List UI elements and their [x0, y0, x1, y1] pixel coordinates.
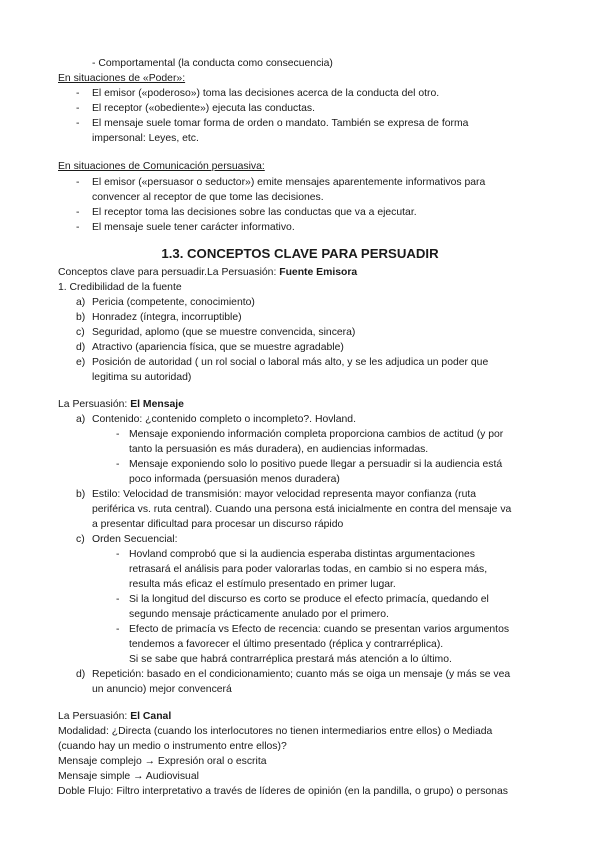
fuente-item: Seguridad, aplomo (que se muestre convencida, sincera): [92, 327, 356, 338]
canal-intro-text: La Persuasión:: [58, 711, 131, 722]
poder-item: El receptor («obediente») ejecuta las conductas.: [92, 103, 315, 114]
fuente-intro-text: Conceptos clave para persuadir.La Persuasión:: [58, 267, 280, 278]
mensaje-sub: poco informada (persuasión menos duradera): [129, 474, 340, 485]
mensaje-sub: Mensaje exponiendo información completa proporciona cambios de actitud (y por: [129, 429, 504, 440]
fuente-item: Posición de autoridad ( un rol social o laboral más alto, y se les adjudica un poder que: [92, 357, 489, 368]
bullet-dash: -: [76, 118, 80, 129]
list-marker: d): [76, 669, 86, 680]
mensaje-item-a: Contenido: ¿contenido completo o incompleto?. Hovland.: [92, 414, 356, 425]
canal-line: (cuando hay un medio o instrumento entre ellos)?: [58, 741, 287, 752]
list-marker: b): [76, 312, 86, 323]
list-marker: c): [76, 534, 85, 545]
list-marker: a): [76, 414, 86, 425]
fuente-sub: 1. Credibilidad de la fuente: [58, 282, 182, 293]
bullet-dash: -: [116, 459, 120, 470]
poder-heading: En situaciones de «Poder»:: [58, 73, 186, 84]
mensaje-sub: tendemos a favorecer el último presentado (réplica y contrarréplica).: [129, 639, 444, 650]
canal-line: Mensaje simple → Audiovisual: [58, 771, 199, 782]
poder-item: El mensaje suele tomar forma de orden o mandato. También se expresa de forma: [92, 118, 469, 129]
fuente-item-cont: legitima su autoridad): [92, 372, 192, 383]
bullet-dash: -: [76, 177, 80, 188]
mensaje-sub: segundo mensaje prácticamente anulado por el primero.: [129, 609, 389, 620]
canal-line: Doble Flujo: Filtro interpretativo a través de líderes de opinión (en la pandilla, o grupo) o personas: [58, 786, 508, 797]
mensaje-sub: Si se sabe que habrá contrarréplica prestará más atención a lo último.: [129, 654, 452, 665]
mensaje-sub: resulta más eficaz el estímulo presentado en primer lugar.: [129, 579, 396, 590]
mensaje-sub: Mensaje exponiendo solo lo positivo puede llegar a persuadir si la audiencia está: [129, 459, 503, 470]
mensaje-item-d: Repetición: basado en el condicionamiento; cuanto más se oiga un mensaje (y más se vea: [92, 669, 511, 680]
canal-intro-bold: El Canal: [130, 711, 172, 722]
poder-item-cont: impersonal: Leyes, etc.: [92, 133, 199, 144]
persuasiva-item: El receptor toma las decisiones sobre las conductas que va a ejecutar.: [92, 207, 417, 218]
bullet-dash: -: [116, 429, 120, 440]
section-title: 1.3. CONCEPTOS CLAVE PARA PERSUADIR: [161, 246, 439, 261]
fuente-intro: [58, 266, 357, 279]
mensaje-item-b: periférica vs. ruta central). Cuando una persona está inicialmente en contra del mensaje va: [92, 504, 512, 515]
bullet-dash: -: [76, 222, 80, 233]
mensaje-item-c: Orden Secuencial:: [92, 534, 178, 545]
mensaje-sub: retrasará el análisis para poder valorarlas todas, en cambio si no espera más,: [129, 564, 488, 575]
persuasiva-item: El mensaje suele tener carácter informativo.: [92, 222, 295, 233]
bullet-dash: -: [76, 207, 80, 218]
mensaje-intro-text: La Persuasión:: [58, 399, 131, 410]
list-marker: b): [76, 489, 86, 500]
mensaje-sub: Si la longitud del discurso es corto se produce el efecto primacía, quedando el: [129, 594, 489, 605]
persuasiva-item-cont: convencer al receptor de que tome las decisiones.: [92, 192, 324, 203]
canal-intro: [58, 710, 171, 723]
bullet-dash: -: [76, 103, 80, 114]
persuasiva-item: El emisor («persuasor o seductor») emite mensajes aparentemente informativos para: [92, 177, 486, 188]
fuente-item: Pericia (competente, conocimiento): [92, 297, 255, 308]
bullet-dash: -: [116, 594, 120, 605]
poder-item: El emisor («poderoso») toma las decisiones acerca de la conducta del otro.: [92, 88, 440, 99]
fuente-item: Atractivo (apariencia física, que se muestre agradable): [92, 342, 344, 353]
bullet-dash: -: [76, 88, 80, 99]
fuente-item: Honradez (íntegra, incorruptible): [92, 312, 242, 323]
canal-line: Mensaje complejo → Expresión oral o escrita: [58, 756, 267, 767]
list-marker: c): [76, 327, 85, 338]
text-line: - Comportamental (la conducta como consecuencia): [92, 58, 333, 69]
mensaje-sub: Hovland comprobó que si la audiencia esperaba distintas argumentaciones: [129, 549, 475, 560]
fuente-intro-bold: Fuente Emisora: [279, 267, 358, 278]
persuasiva-heading: En situaciones de Comunicación persuasiva:: [58, 161, 265, 172]
list-marker: d): [76, 342, 86, 353]
bullet-dash: -: [116, 549, 120, 560]
canal-line: Modalidad: ¿Directa (cuando los interlocutores no tienen intermediarios entre ellos) o Mediada: [58, 726, 493, 737]
bullet-dash: -: [116, 624, 120, 635]
mensaje-sub: Efecto de primacía vs Efecto de recencia: cuando se presentan varios argumentos: [129, 624, 510, 635]
list-marker: a): [76, 297, 86, 308]
mensaje-item-b: Estilo: Velocidad de transmisión: mayor velocidad representa mayor confianza (ruta: [92, 489, 477, 500]
list-marker: e): [76, 357, 86, 368]
mensaje-item-d: un anuncio) mejor convencerá: [92, 684, 232, 695]
mensaje-intro-bold: El Mensaje: [130, 399, 184, 410]
mensaje-sub: tanto la persuasión es más duradera), en audiencias informadas.: [129, 444, 429, 455]
mensaje-item-b: a presentar dificultad para procesar un discurso rápido: [92, 519, 344, 530]
mensaje-intro: [58, 398, 184, 411]
